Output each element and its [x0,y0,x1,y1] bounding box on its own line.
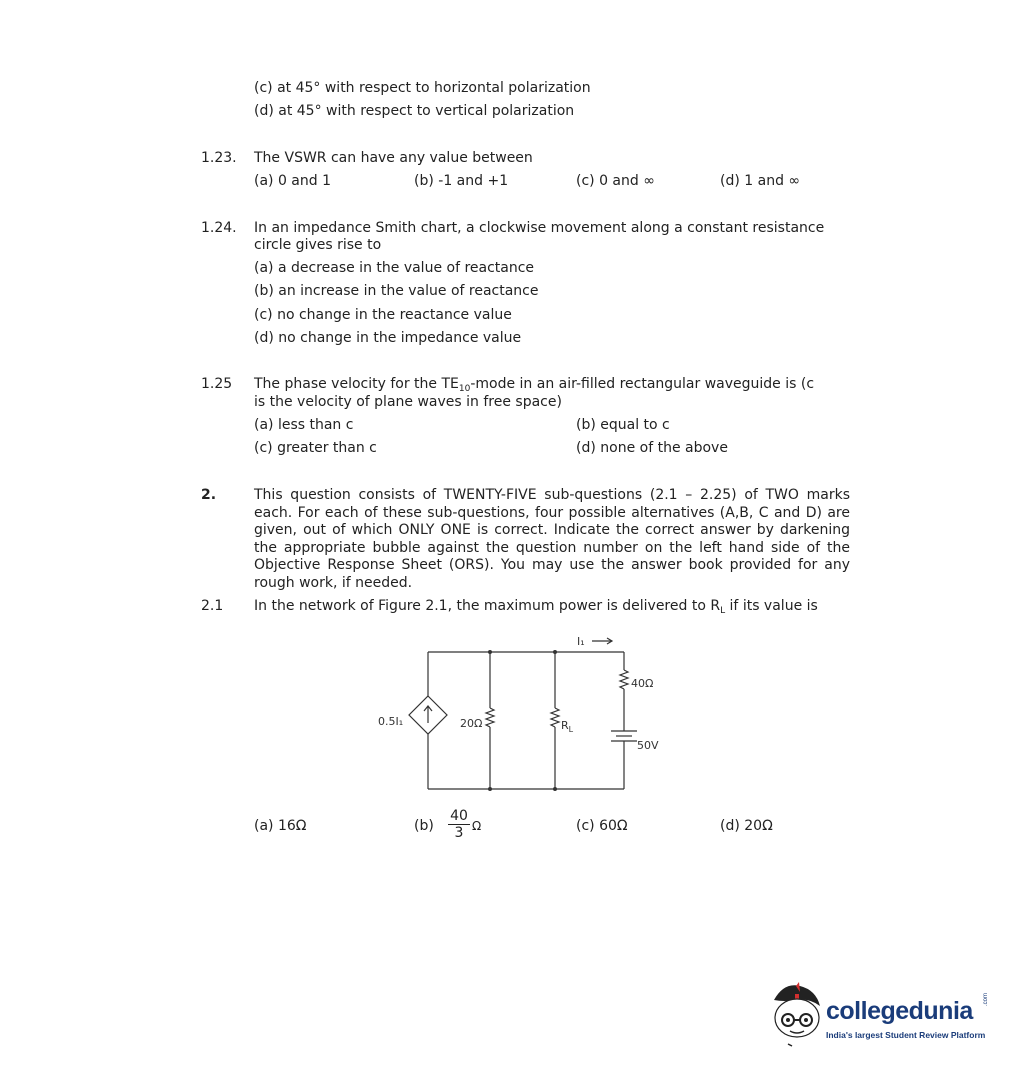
battery-label: 50V [637,739,659,752]
section2-instructions: This question consists of TWENTY-FIVE sub-questions (2.1 – 2.25) of TWO marks each. For each of these sub-questions, four possible alternatives (A,B, C and D) are given, out of which ONLY ONE is correct. Indicate the correct answer by darkening the appropriate bubble against the question number on the left hand side of the Objective Response Sheet (ORS). You may use the answer book provided for any rough work, if needed. [254,487,850,591]
q125-text-line2: is the velocity of plane waves in free space) [254,394,562,410]
q125-text-sub: 10 [458,384,471,394]
q122-option-c: (c) at 45° with respect to horizontal polarization [254,80,591,96]
rl-label [561,719,574,734]
q125-number: 1.25 [201,376,233,392]
q123-option-b: (b) -1 and +1 [414,173,509,189]
q21-number: 2.1 [201,598,224,614]
collegedunia-mascot-icon [766,980,828,1052]
q21-option-d: (d) 20Ω [720,818,773,834]
q122-option-d: (d) at 45° with respect to vertical polarization [254,103,575,119]
q124-option-d: (d) no change in the impedance value [254,330,522,346]
q125-text-pre: The phase velocity for the TE [254,376,459,392]
rl-label-sub: L [568,725,574,734]
q21-option-a: (a) 16Ω [254,818,307,834]
section2-number: 2. [201,487,217,503]
q125-text-post: -mode in an air-filled rectangular waveguide is (c [470,376,815,392]
junction-node [488,650,492,654]
q125-option-c: (c) greater than c [254,440,377,456]
fraction-denominator: 3 [454,825,464,841]
source-label: 0.5I₁ [378,715,404,728]
q124-number: 1.24. [201,220,237,236]
q21-option-b-prefix: (b) [414,818,434,834]
logo-name: collegedunia [826,997,973,1025]
rl-label-main: R [561,719,569,732]
q21-text-post: if its value is [725,598,818,614]
q125-option-a: (a) less than c [254,417,354,433]
q21-text-pre: In the network of Figure 2.1, the maximum power is delivered to R [254,598,721,614]
circuit-diagram [360,628,670,800]
junction-node [553,650,557,654]
q123-option-a: (a) 0 and 1 [254,173,332,189]
q21-option-b-fraction [448,808,470,841]
resistor-20-ohm [486,708,494,727]
q123-option-c: (c) 0 and ∞ [576,173,655,189]
r1-label: 20Ω [460,717,483,730]
resistor-rl [551,708,559,727]
q124-option-b: (b) an increase in the value of reactance [254,283,539,299]
junction-node [553,787,557,791]
q124-text-line2: circle gives rise to [254,237,382,253]
q124-text-line1: In an impedance Smith chart, a clockwise movement along a constant resistance [254,220,825,236]
r2-label: 40Ω [631,677,654,690]
q123-option-d: (d) 1 and ∞ [720,173,801,189]
logo-tagline: India's largest Student Review Platform [826,1030,986,1040]
q123-number: 1.23. [201,150,237,166]
q125-option-d: (d) none of the above [576,440,728,456]
resistor-40-ohm [620,670,628,689]
junction-node [488,787,492,791]
fraction-numerator: 40 [448,808,470,825]
q124-option-c: (c) no change in the reactance value [254,307,512,323]
q21-text-sub: L [720,606,726,616]
q125-option-b: (b) equal to c [576,417,670,433]
q21-option-c: (c) 60Ω [576,818,628,834]
q124-option-a: (a) a decrease in the value of reactance [254,260,535,276]
q21-text [254,598,818,620]
logo-com: .com [983,992,989,1006]
q123-text: The VSWR can have any value between [254,150,533,166]
q21-option-b-unit: Ω [472,819,482,833]
current-label: I₁ [577,635,585,648]
